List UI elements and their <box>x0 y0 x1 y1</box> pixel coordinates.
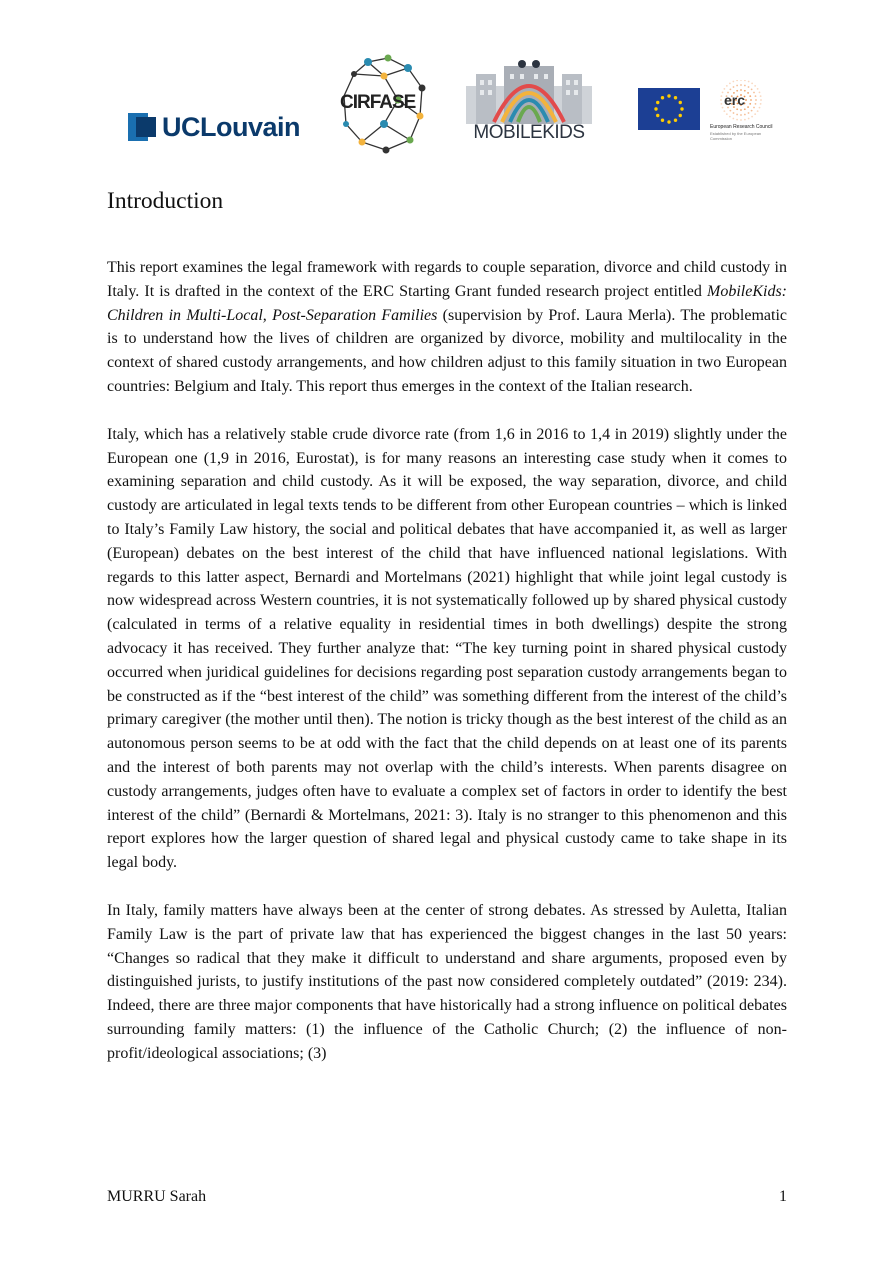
eu-star-icon <box>679 114 682 117</box>
erc-dot-icon <box>744 85 746 87</box>
erc-dot-icon <box>757 110 759 112</box>
erc-dot-icon <box>744 80 746 81</box>
erc-dot-icon <box>736 119 738 121</box>
eu-star-icon <box>656 101 659 104</box>
erc-dot-icon <box>736 108 738 110</box>
eu-star-icon <box>674 96 677 99</box>
erc-dot-icon <box>760 99 762 101</box>
erc-dot-icon <box>759 91 761 93</box>
eu-star-icon <box>680 107 683 110</box>
erc-dot-icon <box>757 88 759 90</box>
erc-dot-icon <box>732 81 734 83</box>
erc-dot-icon <box>759 107 761 109</box>
erc-dot-icon <box>755 103 757 105</box>
erc-dot-icon <box>736 80 738 81</box>
erc-dot-icon <box>720 95 722 97</box>
erc-dot-icon <box>760 95 762 97</box>
erc-dot-icon <box>744 114 746 116</box>
erc-dot-icon <box>755 95 757 97</box>
erc-dot-icon <box>747 106 749 108</box>
erc-dot-icon <box>744 119 746 121</box>
erc-dot-icon <box>740 119 742 121</box>
cirfase-logo <box>338 54 430 154</box>
eu-star-icon <box>667 120 670 123</box>
body-text <box>107 256 787 1090</box>
city-arch-icon <box>460 56 598 126</box>
section-title: Introduction <box>107 188 224 214</box>
eu-star-icon <box>654 107 657 110</box>
erc-dot-icon <box>744 108 746 110</box>
erc-dot-icon <box>720 103 722 105</box>
paragraph-3: In Italy, family matters have always been at the center of strong debates. As stressed by Auletta, Italian Family Law is the part of private law that has experienced the biggest changes in the last 50 years: “Changes so radical that they make it difficult to understand and share arguments, proposed even by distinguished jurists, to justify institutions of the past now considered completely outdated” (2019: 234). Indeed, there are three major components that have historically had a strong influence on political debates surrounding family matters: (1) the influence of the Catholic Church; (2) the influence of non-profit/ideological associations; (3) <box>107 901 787 1062</box>
mobilekids-logo <box>460 56 598 152</box>
eu-star-icon <box>661 119 664 122</box>
uclouvain-logo <box>128 112 300 142</box>
erc-dot-icon <box>751 88 753 90</box>
erc-dot-icon <box>740 84 742 86</box>
erc-dot-icon <box>736 114 738 116</box>
footer-author: MURRU Sarah <box>107 1188 207 1205</box>
erc-dot-icon <box>755 99 757 101</box>
erc-dot-icon <box>748 112 750 114</box>
erc-dot-icon <box>754 85 756 87</box>
erc-dot-icon <box>740 114 742 116</box>
eu-star-icon <box>656 114 659 117</box>
erc-dot-icon <box>729 82 731 84</box>
erc-dot-icon <box>736 85 738 87</box>
erc-dot-icon <box>749 103 751 105</box>
eu-star-icon <box>674 119 677 122</box>
erc-dot-icon <box>751 82 753 84</box>
erc-dot-icon <box>733 86 735 88</box>
erc-dot-icon <box>747 92 749 94</box>
erc-dot-icon <box>748 81 750 83</box>
page-number: 1 <box>779 1188 787 1205</box>
erc-dot-icon <box>726 113 728 115</box>
uclouvain-wordmark: UCLouvain <box>162 111 301 142</box>
erc-dot-icon <box>751 116 753 118</box>
erc-dot-icon <box>748 86 750 88</box>
erc-dot-icon <box>723 88 725 90</box>
erc-dot-icon <box>740 80 742 81</box>
eu-flag-logo <box>638 88 700 130</box>
erc-dot-icon <box>723 110 725 112</box>
cirfase-wordmark: CIRFASE <box>340 92 416 113</box>
mobilekids-wordmark: MOBILEKIDS <box>473 122 585 143</box>
uclouvain-mark-icon <box>128 113 156 141</box>
logo-bar <box>0 52 892 156</box>
eu-star-icon <box>661 96 664 99</box>
erc-dot-icon <box>760 103 762 105</box>
erc-wordmark: erc <box>724 92 746 108</box>
erc-dot-icon <box>751 110 753 112</box>
erc-dot-icon <box>729 116 731 118</box>
erc-dot-icon <box>740 89 742 91</box>
erc-dot-icon <box>720 99 722 101</box>
paragraph-1: This report examines the legal framework with regards to couple separation, divorce and child custody in Italy. It is drafted in the context of the ERC Starting Grant funded research project entitled MobileKids: Children in Multi-Local, Post-Separation Families (supervision by Prof. Laura Merla). The problematic is to understand how the lives of children are organized by divorce, mobility and multilocality in the context of shared custody arrangements, and how children adjust to this family situation in two European countries: Belgium and Italy. This report thus emerges in the context of the Italian research. <box>107 259 787 395</box>
eu-star-icon <box>667 94 670 97</box>
erc-dot-icon <box>753 92 755 94</box>
erc-dot-icon <box>729 110 731 112</box>
paragraph-2: Italy, which has a relatively stable crude divorce rate (from 1,6 in 2016 to 1,4 in 2019) slightly under the European one (1,9 in 2016, Eurostat), is for many reasons an interesting case study when it comes to examining separation and child custody. As it will be exposed, the way separation, divorce, and child custody are articulated in legal texts tends to be different from other European countries – which is linked to Italy’s Family Law history, the social and political debates that have accompanied it, as well as larger (European) debates on the best interest of the child that have influenced national legislations. With regards to this latter aspect, Bernardi and Mortelmans (2021) highlight that while joint legal custody is now widespread across Western countries, it is not systematically followed up by shared physical custody (calculated in terms of a relative equality in residential times in both dwellings) despite the strong advocacy it has received. They further analyze that: “The key turning point in shared physical custody occurred when juridical guidelines for decisions regarding post separation custody arrangements began to be constructed as if the “best interest of the child” was something different from the interest of the child’s primary caregiver (the mother until then). The notion is tricky though as the best interest of the child as an autonomous person seems to be at odd with the fact that the child depends on at least one of its parents and the interest of both parents may not overlap with the child’s interests. When parents disagree on custody arrangements, judges often have to evaluate a complex set of factors in order to identify the best interest of the child” (Bernardi & Mortelmans, 2021: 3). Italy is no stranger to this phenomenon and this report explores how the larger question of shared legal and physical custody came to take shape in its legal body. <box>107 425 787 872</box>
project-title: MobileKids: Children in Multi-Local, Post-Separation Families <box>107 282 787 324</box>
erc-tagline: Established by the European Commission <box>710 131 762 141</box>
erc-dot-icon <box>745 99 747 101</box>
erc-dot-icon <box>753 107 755 109</box>
erc-dot-icon <box>750 99 752 101</box>
erc-dot-icon <box>748 118 750 120</box>
eu-stars-icon <box>638 88 700 130</box>
erc-dot-icon <box>732 118 734 120</box>
erc-dot-icon <box>749 95 751 97</box>
erc-dot-icon <box>729 88 731 90</box>
erc-dot-icon <box>726 85 728 87</box>
erc-dot-icon <box>733 112 735 114</box>
eu-star-icon <box>679 101 682 104</box>
erc-dot-icon <box>754 113 756 115</box>
erc-subtitle: European Research Council <box>710 124 773 130</box>
erc-dot-icon <box>740 109 742 111</box>
erc-logo <box>706 80 776 152</box>
